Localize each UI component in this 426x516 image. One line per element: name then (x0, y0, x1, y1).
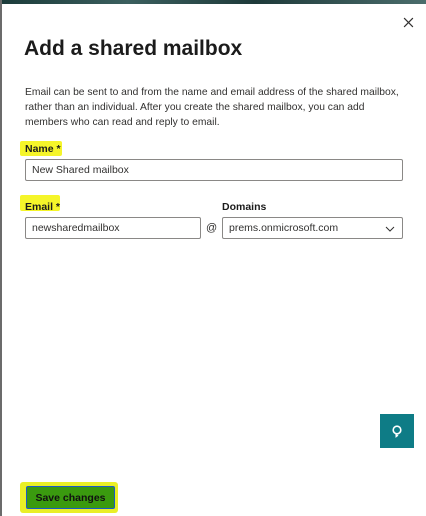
close-icon (403, 17, 414, 28)
domains-selected-value: prems.onmicrosoft.com (229, 222, 339, 234)
email-input[interactable]: newsharedmailbox (25, 217, 201, 239)
email-label: Email * (25, 201, 61, 213)
domains-dropdown[interactable] (222, 217, 403, 239)
dialog-description: Email can be sent to and from the name and email address of the shared mailbox, rather than an individual. After you create the shared mailbox, you can add members who can read and reply to email. (25, 87, 399, 128)
close-button[interactable] (398, 12, 418, 32)
feedback-icon (391, 424, 403, 438)
name-label: Name * (25, 143, 61, 155)
name-input[interactable]: New Shared mailbox (25, 159, 403, 181)
dialog-title: Add a shared mailbox (24, 37, 243, 60)
add-shared-mailbox-panel (2, 4, 426, 516)
chevron-down-icon (385, 224, 395, 234)
save-changes-button[interactable]: Save changes (26, 486, 115, 509)
at-symbol: @ (206, 222, 218, 234)
domains-label: Domains (222, 201, 267, 213)
feedback-button[interactable] (380, 414, 414, 448)
